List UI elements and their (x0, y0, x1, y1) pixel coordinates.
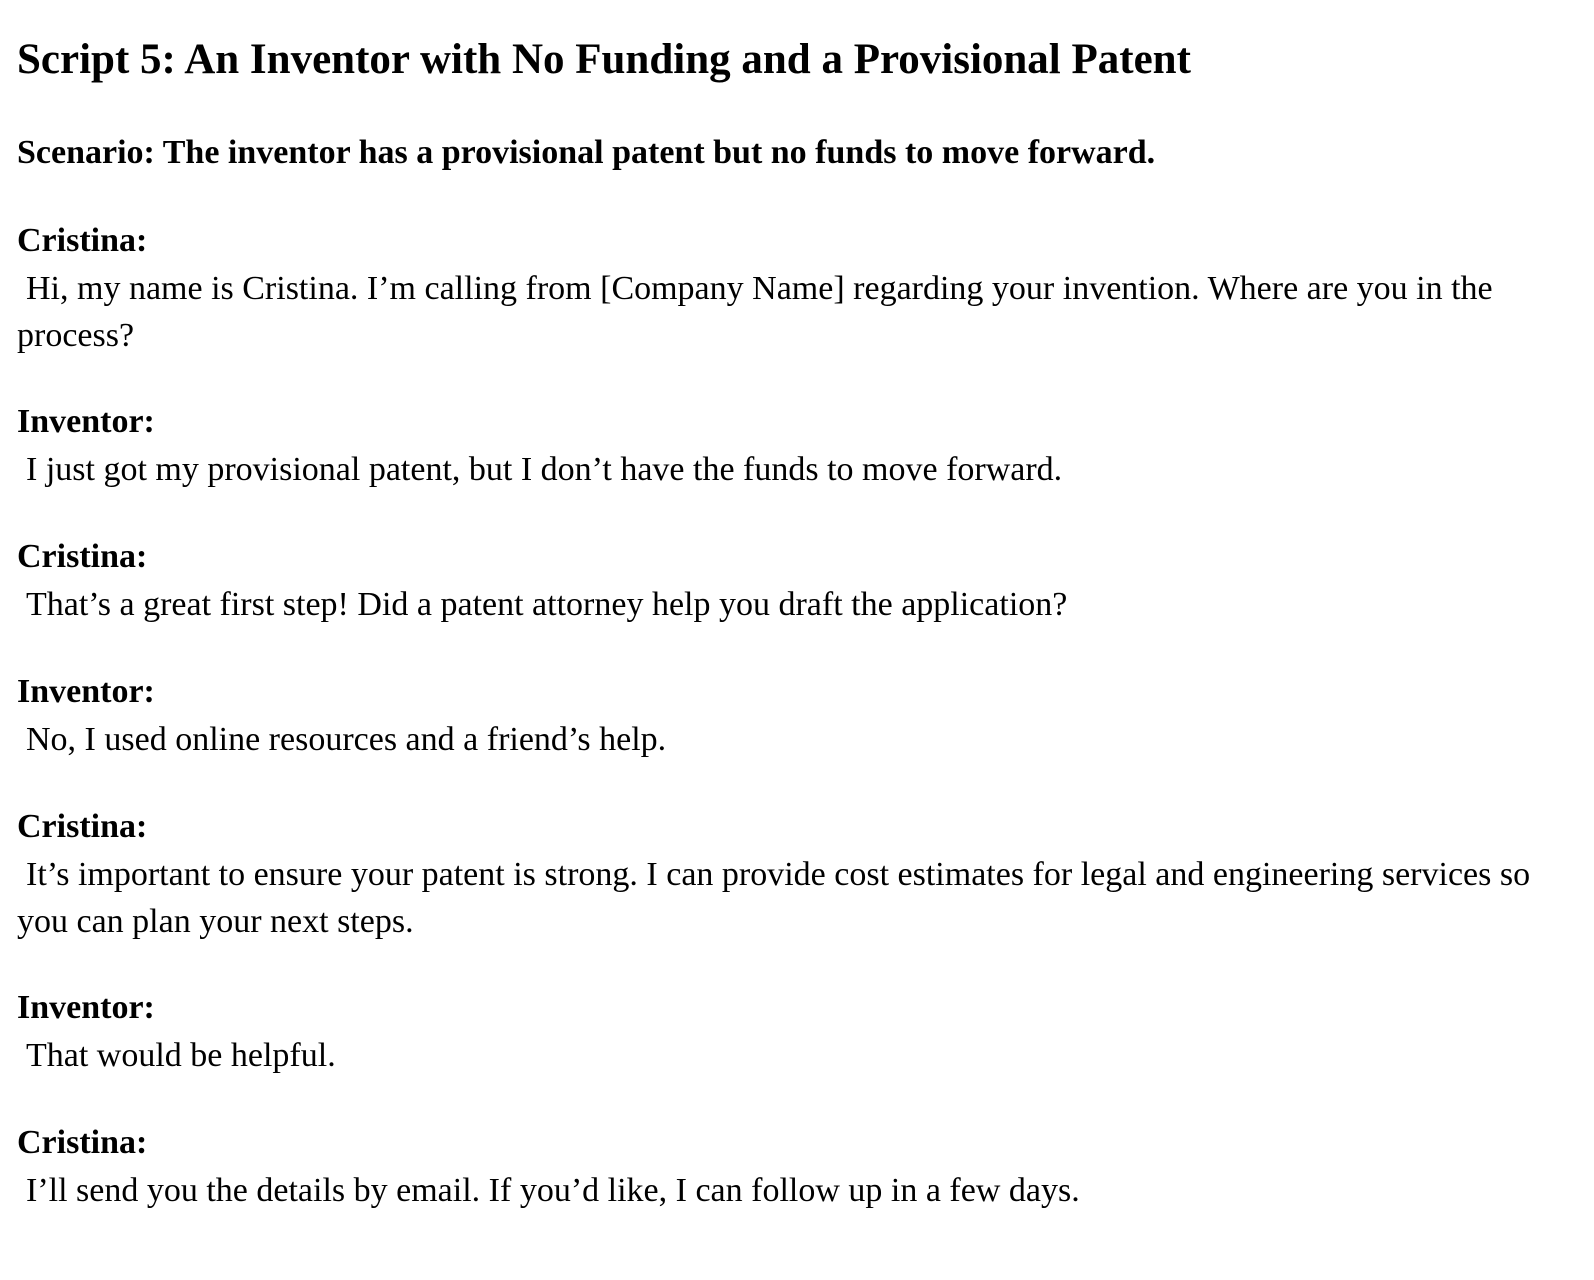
speaker-label: Inventor: (17, 403, 155, 440)
speaker-label: Inventor: (17, 673, 155, 710)
dialogue-turn (17, 400, 1577, 493)
dialogue-line: I’ll send you the details by email. If you’d like, I can follow up in a few days. (26, 1172, 1080, 1209)
speaker-label: Cristina: (17, 538, 148, 575)
speaker-label: Cristina: (17, 222, 148, 259)
dialogue-turn (17, 219, 1577, 359)
dialogue-line: No, I used online resources and a friend’s help. (26, 721, 667, 758)
speaker-label: Inventor: (17, 989, 155, 1026)
dialogue-line: I just got my provisional patent, but I don’t have the funds to move forward. (26, 451, 1063, 488)
speaker-label: Cristina: (17, 808, 148, 845)
document-title: Script 5: An Inventor with No Funding and a Provisional Patent (17, 36, 1191, 83)
dialogue-line: Hi, my name is Cristina. I’m calling from [Company Name] regarding your invention. Where are you in the process? (17, 270, 1493, 354)
dialogue-line: That would be helpful. (26, 1037, 336, 1074)
dialogue-turn (17, 986, 1577, 1079)
dialogue-turn (17, 535, 1577, 628)
dialogue-turn (17, 805, 1577, 945)
speaker-label: Cristina: (17, 1124, 148, 1161)
dialogue-turn (17, 670, 1577, 763)
dialogue-line: It’s important to ensure your patent is strong. I can provide cost estimates for legal and engineering services so you can plan your next steps. (17, 856, 1531, 940)
scenario-line: Scenario: The inventor has a provisional patent but no funds to move forward. (17, 134, 1156, 171)
dialogue-turn (17, 1121, 1577, 1214)
dialogue-line: That’s a great first step! Did a patent attorney help you draft the application? (26, 586, 1068, 623)
